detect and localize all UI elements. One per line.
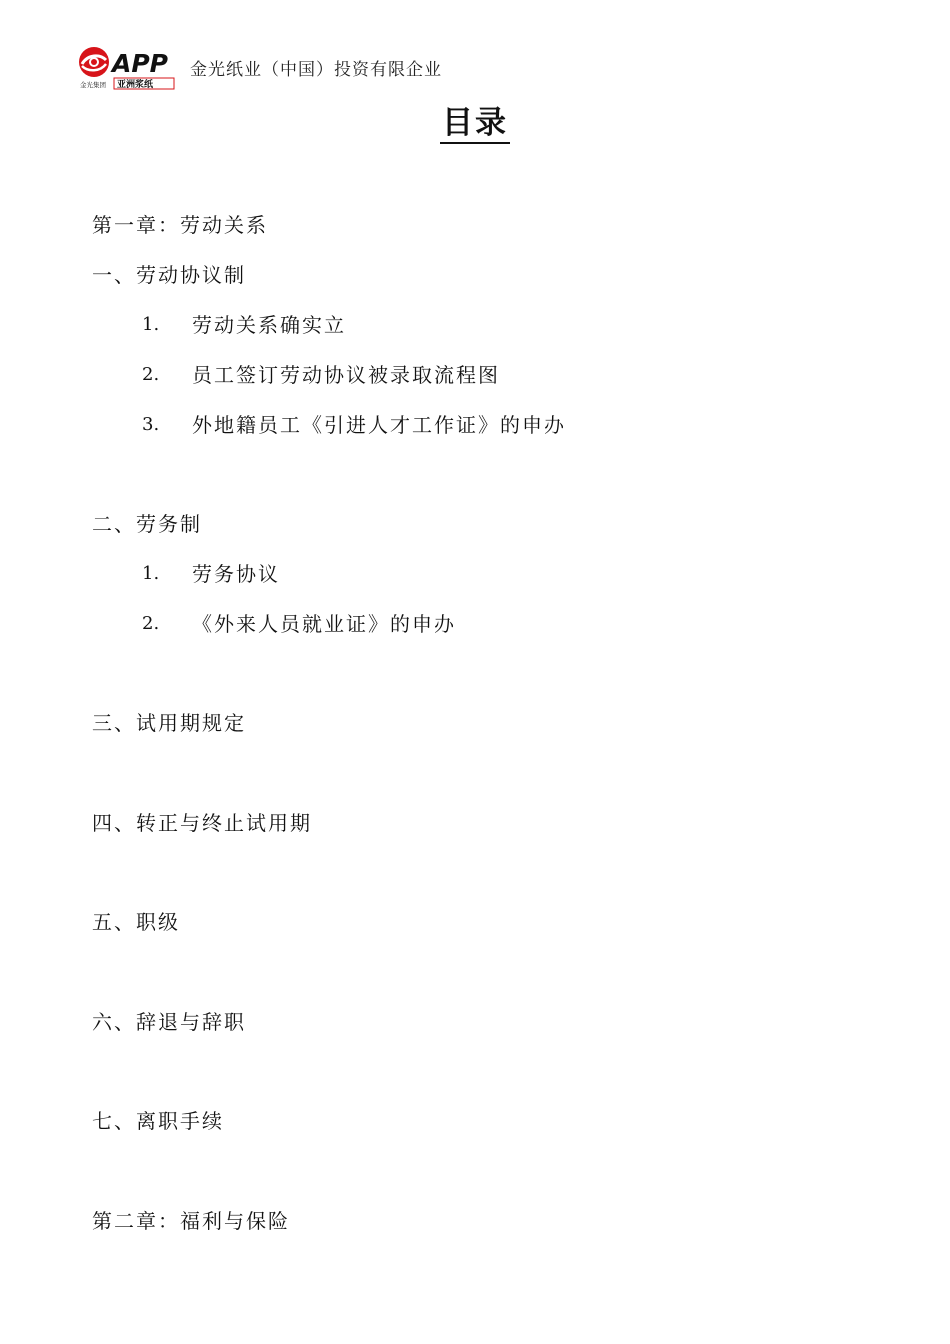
title-wrap [0,104,950,144]
toc-item-text: 劳动关系确实立 [192,313,346,337]
toc-item-number: 3. [142,414,160,435]
app-logo-mark [78,44,178,92]
toc-section-5: 五、职级 [92,910,180,934]
toc-item-number: 2. [142,364,160,385]
toc-item-number: 1. [142,563,160,584]
toc-section-6: 六、辞退与辞职 [92,1010,246,1034]
logo-sub-right: 亚洲浆纸 [117,80,154,90]
toc-section-1: 一、劳动协议制 [92,263,246,287]
toc-item-number: 1. [142,314,160,335]
logo-sub-left: 金光集团 [80,81,106,89]
toc-section-4: 四、转正与终止试用期 [92,811,312,835]
toc-section-7: 七、离职手续 [92,1109,224,1133]
toc-item-text: 劳务协议 [192,562,280,586]
app-logo [78,44,178,92]
toc-item-number: 2. [142,613,160,634]
toc-chapter-2: 第二章：福利与保险 [92,1209,290,1233]
toc-item-text: 《外来人员就业证》的申办 [192,612,456,636]
company-name: 金光纸业（中国）投资有限企业 [190,59,442,80]
toc-section-2: 二、劳务制 [92,512,202,536]
toc-chapter-1: 第一章：劳动关系 [92,213,268,237]
page-header [78,44,442,92]
toc-section-3: 三、试用期规定 [92,711,246,735]
logo-text: APP [112,49,168,78]
toc-item-text: 外地籍员工《引进人才工作证》的申办 [192,413,566,437]
page-title: 目录 [440,104,510,144]
toc-item-text: 员工签订劳动协议被录取流程图 [192,363,500,387]
